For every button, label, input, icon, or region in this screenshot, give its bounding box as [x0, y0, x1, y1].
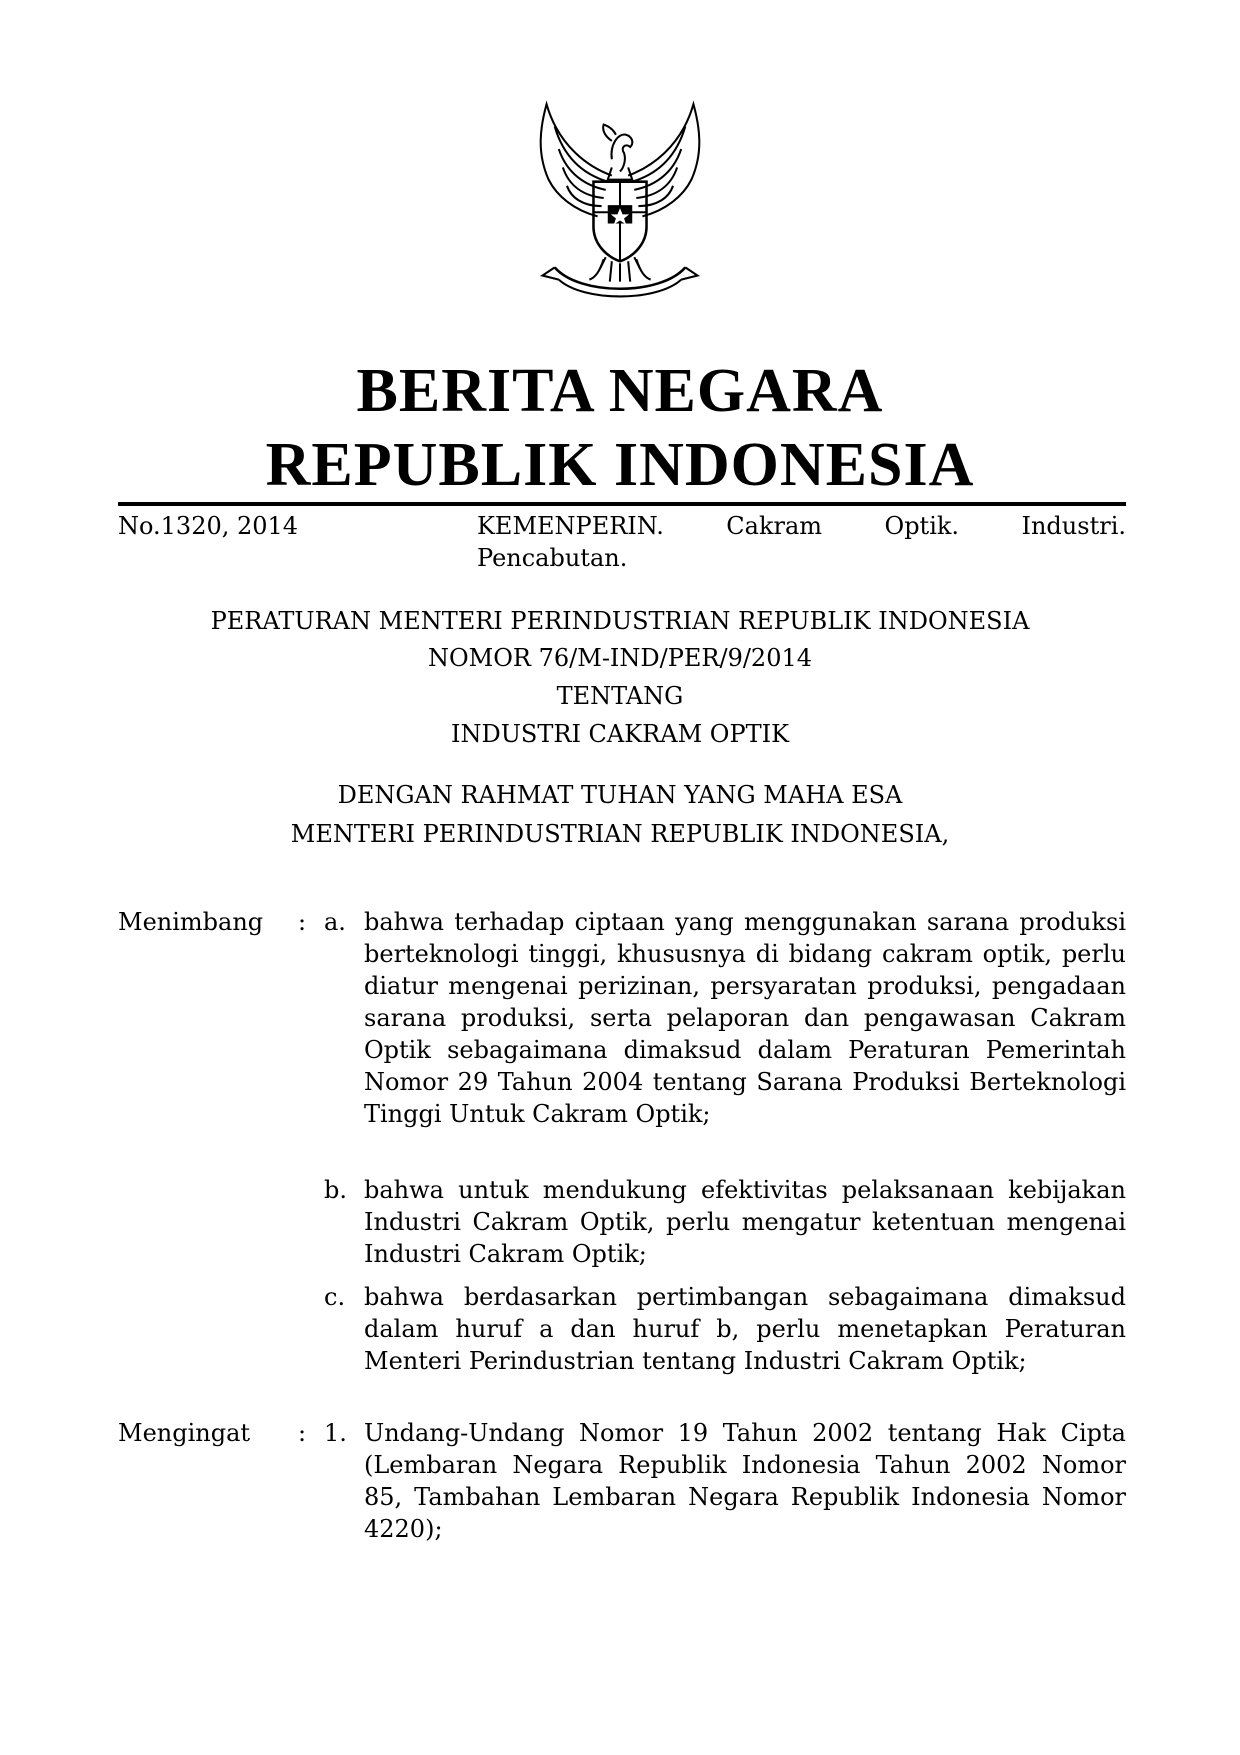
masthead-rule [118, 502, 1126, 506]
mengingat-marker-1: 1. [324, 1419, 347, 1447]
regulation-title: PERATURAN MENTERI PERINDUSTRIAN REPUBLIK INDONESIA [210, 607, 1030, 635]
gazette-number: No.1320, 2014 [118, 512, 299, 540]
gazette-description-continued: Pencabutan. [477, 544, 628, 572]
menimbang-item-c: bahwa berdasarkan pertimbangan sebagaimana dimaksud dalam huruf a dan huruf b, perlu menetapkan Peraturan Menteri Perindustrian tentang Industri Cakram Optik; [364, 1283, 1126, 1375]
regulation-number: NOMOR 76/M-IND/PER/9/2014 [428, 644, 812, 672]
menimbang-colon: : [298, 908, 307, 936]
menimbang-item-a: bahwa terhadap ciptaan yang menggunakan sarana produksi berteknologi tinggi, khususnya di bidang cakram optik, perlu diatur mengenai perizinan, persyaratan produksi, pengadaan sarana produksi, serta pelaporan dan pengawasan Cakram Optik sebagaimana dimaksud dalam Peraturan Pemerintah Nomor 29 Tahun 2004 tentang Sarana Produksi Berteknologi Tinggi Untuk Cakram Optik; [364, 908, 1126, 1128]
regulation-subject: INDUSTRI CAKRAM OPTIK [450, 720, 790, 748]
masthead-line-2: REPUBLIK INDONESIA [265, 431, 975, 499]
masthead-line-1: BERITA NEGARA [356, 357, 884, 425]
garuda-emblem-icon [518, 96, 722, 300]
mengingat-label: Mengingat [118, 1419, 251, 1447]
menimbang-item-b: bahwa untuk mendukung efektivitas pelaksanaan kebijakan Industri Cakram Optik, perlu mengatur ketentuan mengenai Industri Cakram Optik; [364, 1176, 1126, 1268]
mengingat-colon: : [298, 1419, 307, 1447]
menimbang-marker-b: b. [324, 1176, 347, 1204]
menimbang-marker-c: c. [324, 1283, 346, 1311]
mengingat-item-1: Undang-Undang Nomor 19 Tahun 2002 tentang Hak Cipta (Lembaran Negara Republik Indonesia Tahun 2002 Nomor 85, Tambahan Lembaran Negara Republik Indonesia Nomor 4220); [364, 1419, 1126, 1543]
preamble-line-2: MENTERI PERINDUSTRIAN REPUBLIK INDONESIA, [290, 820, 950, 848]
preamble-line-1: DENGAN RAHMAT TUHAN YANG MAHA ESA [337, 781, 903, 809]
menimbang-label: Menimbang [118, 908, 264, 936]
gazette-description: KEMENPERIN. Cakram Optik. Industri. [477, 512, 1126, 540]
regulation-tentang: TENTANG [556, 682, 684, 710]
menimbang-marker-a: a. [324, 908, 346, 936]
